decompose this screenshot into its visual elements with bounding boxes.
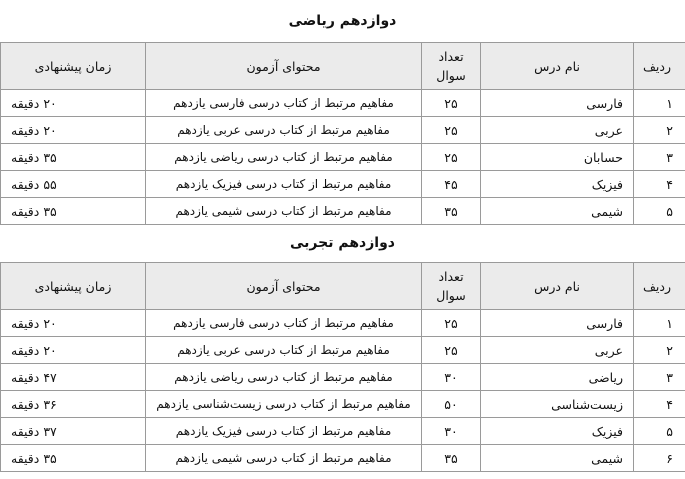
cell-time: ۲۰ دقیقه	[1, 310, 146, 337]
cell-row-number: ۳	[634, 144, 685, 171]
header-time: زمان پیشنهادی	[1, 263, 146, 310]
table-row	[1, 310, 685, 337]
table-row	[1, 337, 685, 364]
table-header-row	[1, 263, 685, 310]
cell-lesson: فیزیک	[481, 171, 634, 198]
cell-time: ۲۰ دقیقه	[1, 117, 146, 144]
cell-lesson: عربی	[481, 337, 634, 364]
table-header-row	[1, 43, 685, 90]
cell-question-count: ۲۵	[422, 117, 481, 144]
section-title-bio: دوازدهم تجربی	[290, 235, 395, 251]
cell-content: مفاهیم مرتبط از کتاب درسی شیمی یازدهم	[146, 445, 422, 472]
cell-lesson: حسابان	[481, 144, 634, 171]
table-row	[1, 198, 685, 225]
cell-row-number: ۲	[634, 117, 685, 144]
cell-question-count: ۳۵	[422, 198, 481, 225]
header-lesson: نام درس	[481, 263, 634, 310]
cell-content: مفاهیم مرتبط از کتاب درسی عربی یازدهم	[146, 337, 422, 364]
cell-question-count: ۵۰	[422, 391, 481, 418]
cell-lesson: شیمی	[481, 198, 634, 225]
cell-content: مفاهیم مرتبط از کتاب درسی شیمی یازدهم	[146, 198, 422, 225]
cell-question-count: ۴۵	[422, 171, 481, 198]
cell-lesson: شیمی	[481, 445, 634, 472]
cell-question-count: ۲۵	[422, 144, 481, 171]
section-title-math: دوازدهم ریاضی	[288, 13, 397, 29]
cell-question-count: ۳۵	[422, 445, 481, 472]
table-row	[1, 391, 685, 418]
header-content: محتوای آزمون	[146, 43, 422, 90]
cell-question-count: ۲۵	[422, 310, 481, 337]
cell-content: مفاهیم مرتبط از کتاب درسی زیست‌شناسی یازدهم	[146, 391, 422, 418]
cell-time: ۲۰ دقیقه	[1, 90, 146, 117]
header-count-line2: سوال	[436, 288, 466, 303]
header-lesson: نام درس	[481, 43, 634, 90]
header-time: زمان پیشنهادی	[1, 43, 146, 90]
cell-content: مفاهیم مرتبط از کتاب درسی فارسی یازدهم	[146, 90, 422, 117]
header-content: محتوای آزمون	[146, 263, 422, 310]
header-row-number: ردیف	[634, 43, 685, 90]
cell-question-count: ۲۵	[422, 90, 481, 117]
cell-time: ۲۰ دقیقه	[1, 337, 146, 364]
header-count-line1: تعداد	[438, 269, 464, 284]
cell-lesson: فیزیک	[481, 418, 634, 445]
cell-time: ۳۶ دقیقه	[1, 391, 146, 418]
table-row	[1, 418, 685, 445]
cell-row-number: ۴	[634, 391, 685, 418]
table-math	[0, 42, 685, 225]
cell-row-number: ۳	[634, 364, 685, 391]
cell-lesson: فارسی	[481, 90, 634, 117]
table-row	[1, 364, 685, 391]
cell-lesson: ریاضی	[481, 364, 634, 391]
cell-content: مفاهیم مرتبط از کتاب درسی عربی یازدهم	[146, 117, 422, 144]
cell-question-count: ۲۵	[422, 337, 481, 364]
cell-lesson: زیست‌شناسی	[481, 391, 634, 418]
header-row-number: ردیف	[634, 263, 685, 310]
cell-time: ۳۵ دقیقه	[1, 445, 146, 472]
table-row	[1, 171, 685, 198]
cell-question-count: ۳۰	[422, 364, 481, 391]
cell-time: ۳۷ دقیقه	[1, 418, 146, 445]
cell-row-number: ۵	[634, 418, 685, 445]
header-question-count	[422, 43, 481, 90]
table-row	[1, 90, 685, 117]
cell-row-number: ۶	[634, 445, 685, 472]
cell-content: مفاهیم مرتبط از کتاب درسی فیزیک یازدهم	[146, 171, 422, 198]
table-row	[1, 117, 685, 144]
cell-lesson: فارسی	[481, 310, 634, 337]
cell-time: ۳۵ دقیقه	[1, 198, 146, 225]
cell-time: ۳۵ دقیقه	[1, 144, 146, 171]
cell-question-count: ۳۰	[422, 418, 481, 445]
header-count-line2: سوال	[436, 68, 466, 83]
cell-content: مفاهیم مرتبط از کتاب درسی ریاضی یازدهم	[146, 144, 422, 171]
cell-row-number: ۲	[634, 337, 685, 364]
header-question-count	[422, 263, 481, 310]
cell-row-number: ۱	[634, 90, 685, 117]
cell-content: مفاهیم مرتبط از کتاب درسی ریاضی یازدهم	[146, 364, 422, 391]
table-row	[1, 144, 685, 171]
table-bio	[0, 262, 685, 472]
cell-row-number: ۵	[634, 198, 685, 225]
cell-row-number: ۱	[634, 310, 685, 337]
header-count-line1: تعداد	[438, 49, 464, 64]
cell-content: مفاهیم مرتبط از کتاب درسی فارسی یازدهم	[146, 310, 422, 337]
cell-row-number: ۴	[634, 171, 685, 198]
table-row	[1, 445, 685, 472]
cell-time: ۴۷ دقیقه	[1, 364, 146, 391]
cell-time: ۵۵ دقیقه	[1, 171, 146, 198]
cell-lesson: عربی	[481, 117, 634, 144]
cell-content: مفاهیم مرتبط از کتاب درسی فیزیک یازدهم	[146, 418, 422, 445]
